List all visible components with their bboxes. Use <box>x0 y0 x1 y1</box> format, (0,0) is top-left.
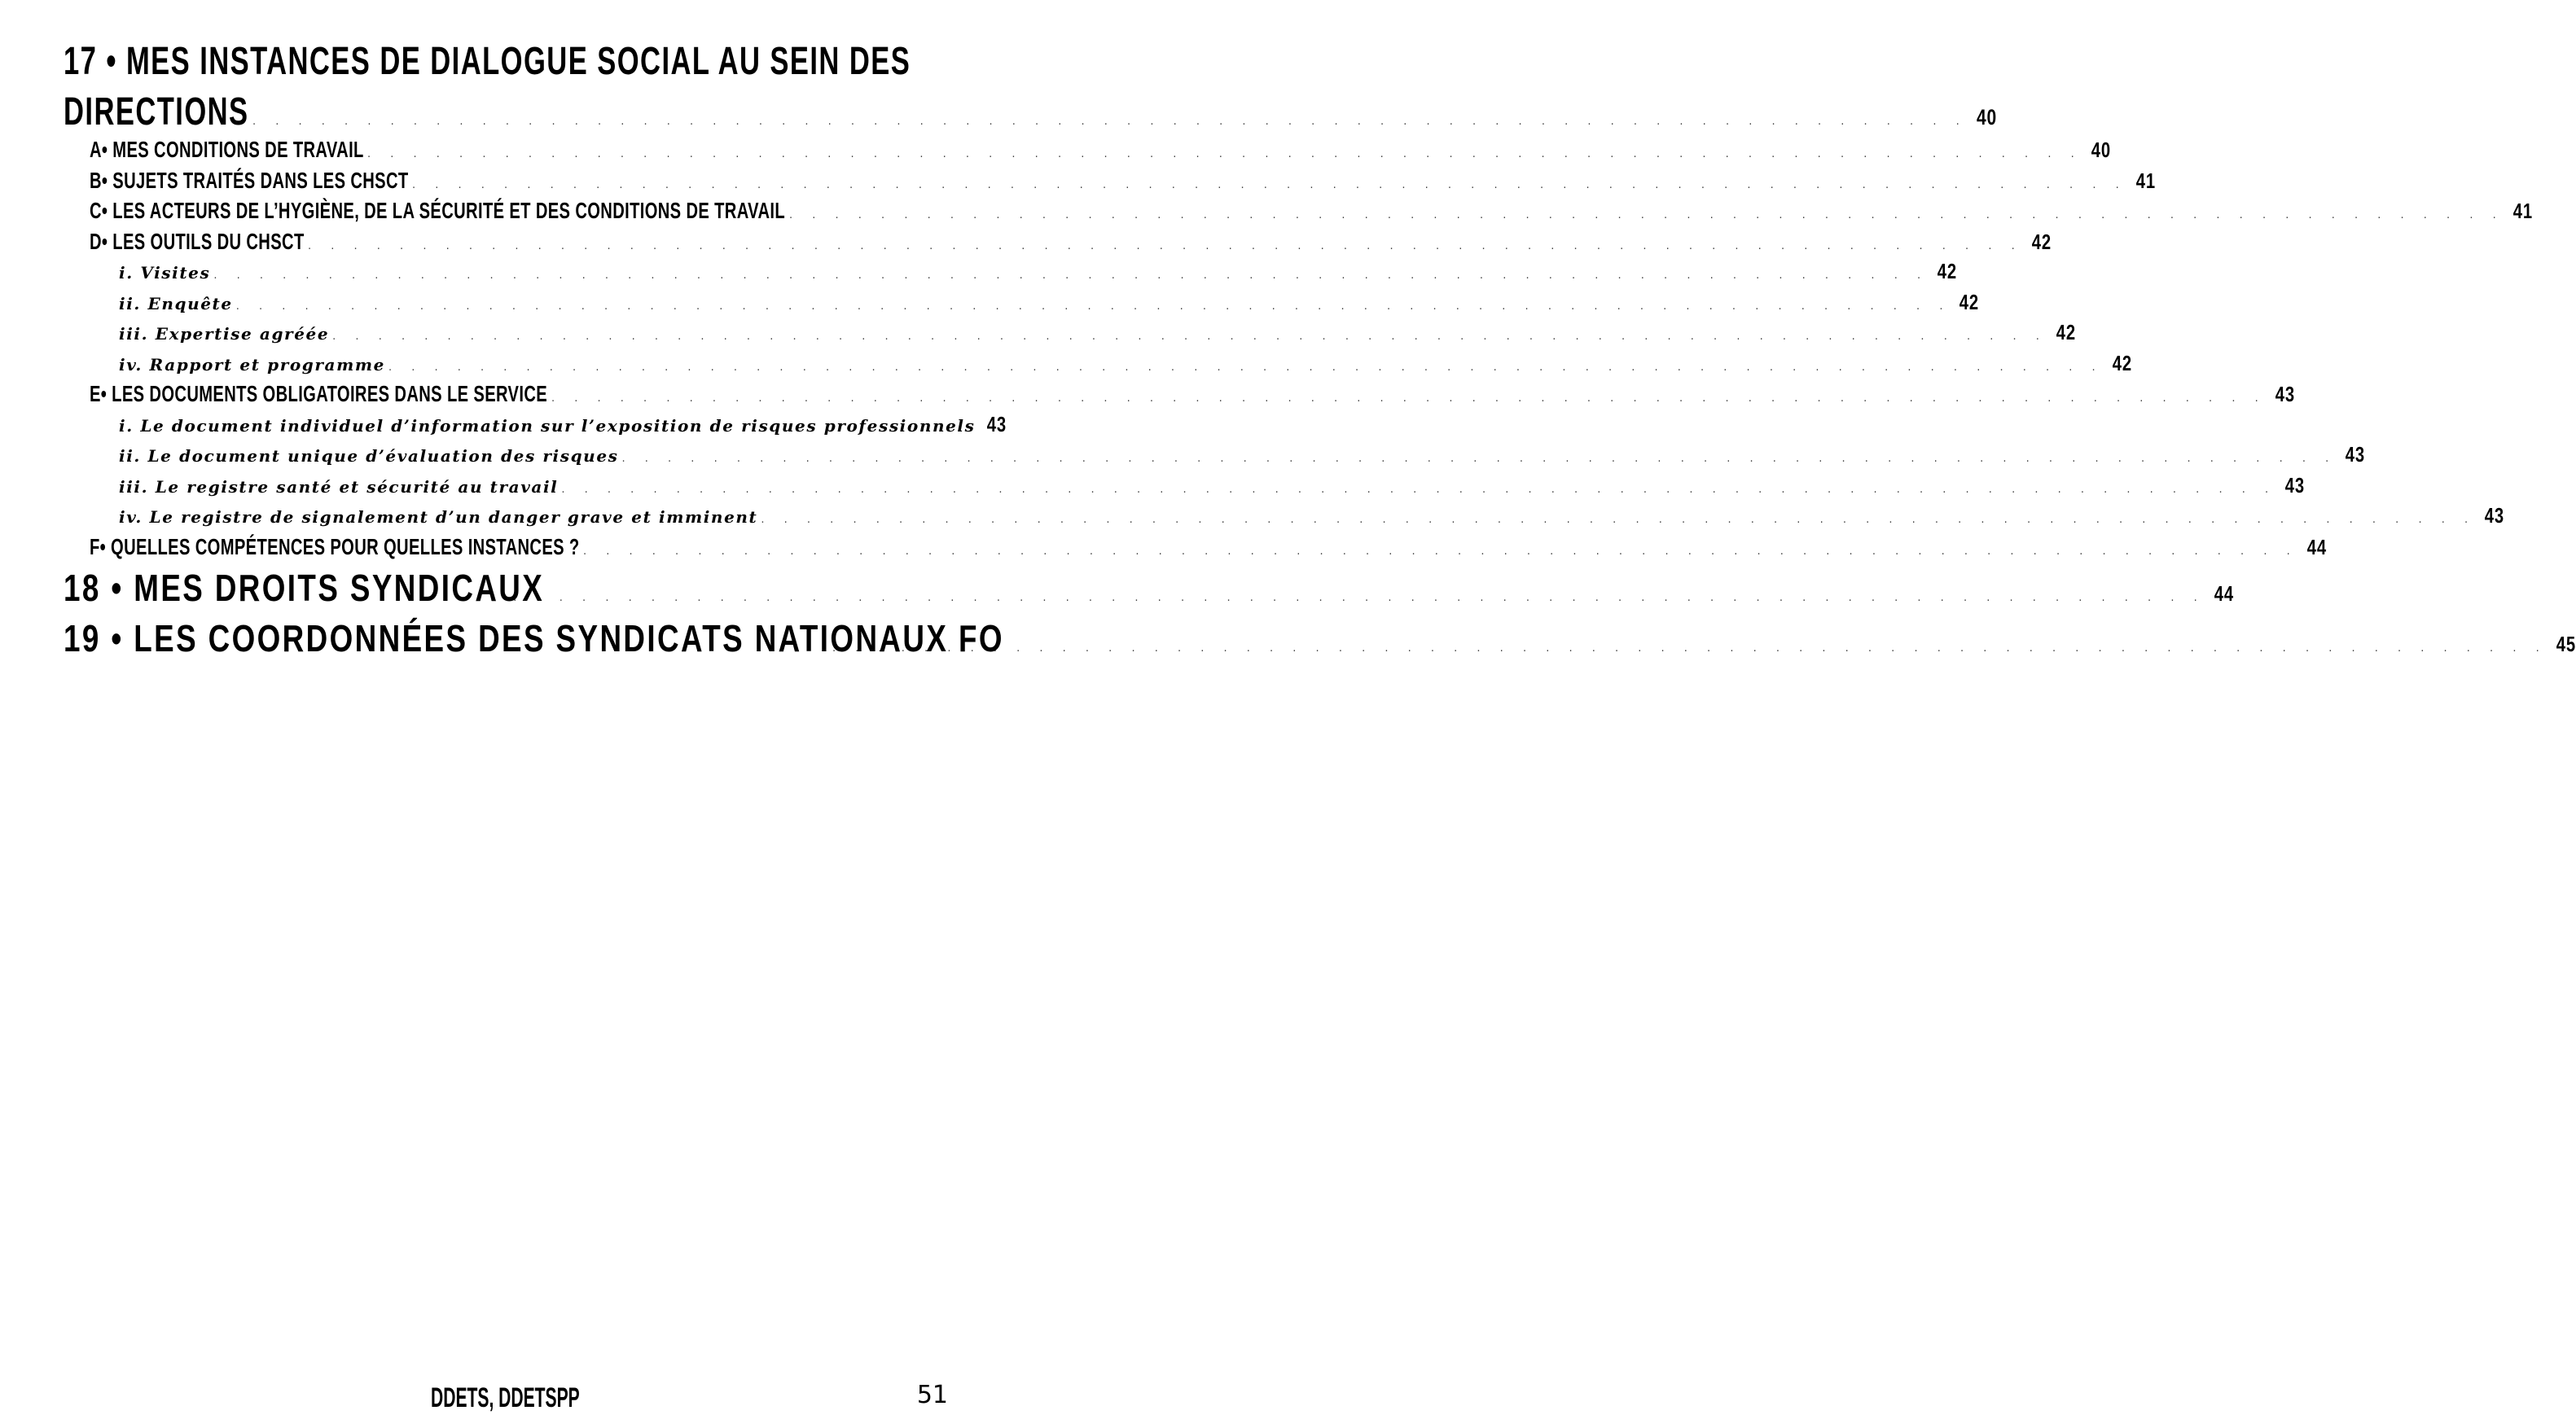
dot-leader: . . . . . . . . . . . . . . . . . . . . . . . . . . . . . . . . . . . . . . . . . . . . . . . . . . . . . . . . . . . . . . . . . . . . . . . . . . . <box>832 642 2547 655</box>
page-number: 43 <box>2275 382 2295 406</box>
page-number: 43 <box>987 411 1007 436</box>
page-number: 40 <box>2091 138 2111 162</box>
section-title: A• MES CONDITIONS DE TRAVAIL <box>90 137 364 162</box>
table-of-contents <box>64 39 2576 665</box>
dot-leader: . . . . . . . . . . . . . . . . . . . . . . . . . . . . . . . . . . . . . . . . . . . . . . . . . . . . . . . . . . . . . . . . . . . . . . . . . . . <box>367 148 2082 160</box>
toc-chapter-17-line1[interactable] <box>64 39 951 90</box>
toc-subsection-e-ii[interactable] <box>64 442 2366 473</box>
page-number: 40 <box>1976 105 1997 129</box>
toc-section-b[interactable] <box>64 167 2156 199</box>
section-title: B• SUJETS TRAITÉS DANS LES CHSCT <box>90 167 409 193</box>
toc-section-c[interactable] <box>64 198 2533 229</box>
chapter-17-title-line1: 17 • MES INSTANCES DE DIALOGUE SOCIAL AU SEIN DES <box>64 40 911 83</box>
page-number: 41 <box>2512 199 2533 223</box>
toc-subsection-d-iii[interactable] <box>64 320 2076 351</box>
toc-subsection-d-i[interactable] <box>64 259 1958 290</box>
subsection-title: ii. Le document unique d’évaluation des risques <box>119 446 619 466</box>
page-number: 45 <box>2556 632 2576 656</box>
subsection-title: iii. Expertise agréée <box>119 324 330 344</box>
toc-subsection-e-iv[interactable] <box>64 503 2505 534</box>
footer-label-text: DDETS, DDETSPP <box>430 1382 580 1413</box>
section-title: F• QUELLES COMPÉTENCES POUR QUELLES INSTANCES ? <box>90 533 580 559</box>
dot-leader: . . . . . . . . . . . . . . . . . . . . . . . . . . . . . . . . . . . . . . . . . . . . . . . . . . . . . . . . . . . . . . . . . . . . . . . . . . . <box>490 592 2205 604</box>
section-title: E• LES DOCUMENTS OBLIGATOIRES DANS LE SERVICE <box>90 381 548 406</box>
subsection-title: iv. Le registre de signalement d’un danger grave et imminent <box>119 507 758 527</box>
chapter-17-title-line2: DIRECTIONS <box>64 90 249 134</box>
toc-section-e[interactable] <box>64 381 2295 412</box>
toc-section-d[interactable] <box>64 228 2052 260</box>
dot-leader: . . . . . . . . . . . . . . . . . . . . . . . . . . . . . . . . . . . . . . . . . . . . . . . . . . . . . . . . . . . . . . . . . . . . . . . . . . . <box>213 269 1929 282</box>
chapter-18-title: 18 • MES DROITS SYNDICAUX <box>64 567 545 609</box>
toc-subsection-d-iv[interactable] <box>64 350 2132 382</box>
page-number: 42 <box>2031 229 2052 254</box>
dot-leader: . . . . . . . . . . . . . . . . . . . . . . . . . . . . . . . . . . . . . . . . . . . . . . . . . . . . . . . . . . . . . . . . . . . . . . . . . . . <box>332 331 2047 343</box>
section-title: D• LES OUTILS DU CHSCT <box>90 228 305 254</box>
subsection-title: ii. Enquête <box>119 293 233 313</box>
footer-label <box>0 1382 1010 1414</box>
page-number: 42 <box>1937 259 1958 283</box>
toc-section-a[interactable] <box>64 137 2111 168</box>
subsection-title: i. Visites <box>119 263 211 283</box>
page-number: 42 <box>1959 289 1980 314</box>
toc-chapter-17-line2[interactable] <box>64 90 1997 137</box>
page-number: 42 <box>2112 350 2132 375</box>
page-number: 41 <box>2135 168 2156 193</box>
page-number: 42 <box>2056 320 2076 344</box>
dot-leader: . . . . . . . . . . . . . . . . . . . . . . . . . . . . . . . . . . . . . . . . . . . . . . . . . . . . . . . . . . . . . . . . . . . . . . . . . . . <box>551 392 2267 405</box>
toc-subsection-d-ii[interactable] <box>64 289 1980 321</box>
toc-chapter-18[interactable] <box>64 566 2234 615</box>
dot-leader: . . . . . . . . . . . . . . . . . . . . . . . . . . . . . . . . . . . . . . . . . . . . . . . . . . . . . . . . . . . . . . . . . . . . . . . . . . . <box>561 483 2277 496</box>
dot-leader: . . . . . . . . . . . . . . . . . . . . . . . . . . . . . . . . . . . . . . . . . . . . . . . . . . . . . . . . . . . . . . . . . . . . . . . . . . . <box>235 300 1951 313</box>
subsection-title: iv. Rapport et programme <box>119 354 385 375</box>
page-number: 44 <box>2306 534 2327 559</box>
toc-subsection-e-iii[interactable] <box>64 472 2306 504</box>
chapter-19-title: 19 • LES COORDONNÉES DES SYNDICATS NATIONAUX FO <box>64 617 1004 659</box>
toc-chapter-19[interactable] <box>64 616 2576 665</box>
dot-leader: . . . . . . . . . . . . . . . . . . . . . . . . . . . . . . . . . . . . . . . . . . . . . . . . . . . . . . . . . . . . . . . . . . . . . . . . . . . <box>621 453 2337 465</box>
page-number: 44 <box>2214 581 2234 606</box>
dot-leader: . . . . . . . . . . . . . . . . . . . . . . . . . . . . . . . . . . . . . . . . . . . . . . . . . . . . . . . . . . . . . . . . . . . . . . . . . . . <box>761 514 2477 526</box>
page-number: 43 <box>2484 503 2505 528</box>
dot-leader: . . . . . . . . . . . . . . . . . . . . . . . . . . . . . . . . . . . . . . . . . . . . . . . . . . . . . . . . . . . . . . . . . . . . . . . . . . . <box>412 178 2127 191</box>
subsection-title: i. Le document individuel d’information sur l’exposition de risques professionnels <box>119 415 976 436</box>
dot-leader: . . . . . . . . . . . . . . . . . . . . . . . . . . . . . . . . . . . . . . . . . . . . . . . . . . . . . . . . . . . . . . . . . . . . . . . . . . . <box>583 545 2298 558</box>
footer-page-number: 51 <box>916 1381 948 1409</box>
toc-section-f[interactable] <box>64 533 2327 565</box>
section-title: C• LES ACTEURS DE L’HYGIÈNE, DE LA SÉCURITÉ ET DES CONDITIONS DE TRAVAIL <box>90 198 786 223</box>
page-number: 43 <box>2284 472 2306 497</box>
dot-leader: . . . . . . . . . . . . . . . . . . . . . . . . . . . . . . . . . . . . . . . . . . . . . . . . . . . . . . . . . . . . . . . . . . . . . . . . . . . <box>308 239 2023 252</box>
toc-subsection-e-i[interactable] <box>64 411 1007 443</box>
page-number: 43 <box>2346 442 2366 467</box>
subsection-title: iii. Le registre santé et sécurité au travail <box>119 476 559 497</box>
dot-leader: . . . . . . . . . . . . . . . . . . . . . . . . . . . . . . . . . . . . . . . . . . . . . . . . . . . . . . . . . . . . . . . . . . . . . . . . . . . <box>789 209 2504 221</box>
dot-leader: . . . . . . . . . . . . . . . . . . . . . . . . . . . . . . . . . . . . . . . . . . . . . . . . . . . . . . . . . . . . . . . . . . . . . . . . . . . <box>388 361 2104 374</box>
dot-leader: . . . . . . . . . . . . . . . . . . . . . . . . . . . . . . . . . . . . . . . . . . . . . . . . . . . . . . . . . . . . . . . . . . . . . . . . . . . <box>252 116 1968 128</box>
